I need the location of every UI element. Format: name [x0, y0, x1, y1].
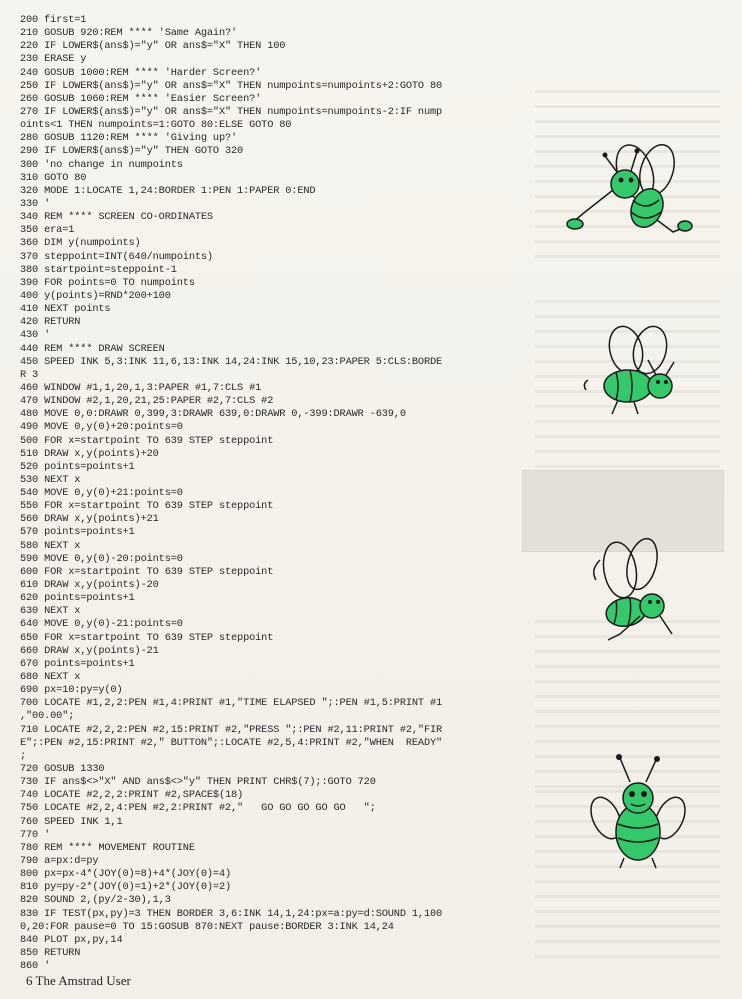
page-footer — [26, 973, 131, 989]
code-line: 290 IF LOWER$(ans$)="y" THEN GOTO 320 — [20, 145, 244, 158]
code-line: 250 IF LOWER$(ans$)="y" OR ans$="X" THEN numpoints=numpoints+2:GOTO 80 — [20, 79, 443, 92]
code-line: 590 MOVE 0,y(0)-20:points=0 — [20, 552, 183, 565]
code-line: R 3 — [20, 368, 39, 381]
code-line: 830 IF TEST(px,py)=3 THEN BORDER 3,6:INK 14,1,24:px=a:py=d:SOUND 1,100 — [20, 907, 443, 920]
code-line: 350 era=1 — [20, 224, 75, 237]
code-line: 550 FOR x=startpoint TO 639 STEP steppoint — [20, 500, 274, 513]
code-line: 230 ERASE y — [20, 53, 87, 66]
code-line: ; — [20, 749, 27, 762]
code-line: 260 GOSUB 1060:REM **** 'Easier Screen?' — [20, 92, 262, 105]
code-line: 650 FOR x=startpoint TO 639 STEP steppoint — [20, 631, 274, 644]
code-line: 710 LOCATE #2,2,2:PEN #2,15:PRINT #2,"PRESS ";:PEN #2,11:PRINT #2,"FIR — [20, 723, 443, 736]
page-number: 6 — [26, 973, 33, 988]
code-line: 810 py=py-2*(JOY(0)=1)+2*(JOY(0)=2) — [20, 881, 232, 894]
bee-icon — [565, 142, 695, 242]
code-line: 620 points=points+1 — [20, 592, 135, 605]
code-line: 370 steppoint=INT(640/numpoints) — [20, 250, 213, 263]
code-line: 630 NEXT x — [20, 605, 81, 618]
code-line: 490 MOVE 0,y(0)+20:points=0 — [20, 421, 183, 434]
code-line: 320 MODE 1:LOCATE 1,24:BORDER 1:PEN 1:PAPER 0:END — [20, 184, 316, 197]
bee-icon — [580, 530, 690, 650]
code-line: 420 RETURN — [20, 316, 81, 329]
code-line: 430 ' — [20, 329, 51, 342]
code-line: 790 a=px:d=py — [20, 855, 99, 867]
code-line: 220 IF LOWER$(ans$)="y" OR ans$="X" THEN 100 — [20, 40, 286, 53]
code-line: 340 REM **** SCREEN CO-ORDINATES — [20, 211, 213, 224]
code-line: 680 NEXT x — [20, 671, 81, 684]
code-line: 610 DRAW x,y(points)-20 — [20, 579, 159, 592]
code-line: 660 DRAW x,y(points)-21 — [20, 644, 159, 657]
code-line: 280 GOSUB 1120:REM **** 'Giving up?' — [20, 132, 238, 145]
code-line: 760 SPEED INK 1,1 — [20, 815, 123, 828]
code-line: 670 points=points+1 — [20, 657, 135, 670]
code-line: 800 px=px-4*(JOY(0)=8)+4*(JOY(0)=4) — [20, 868, 232, 881]
code-line: 510 DRAW x,y(points)+20 — [20, 447, 159, 460]
code-line: 840 PLOT px,py,14 — [20, 933, 123, 946]
code-line: 200 first=1 — [20, 14, 87, 26]
code-line: 520 points=points+1 — [20, 460, 135, 473]
bee-icon — [568, 320, 688, 420]
code-line: 860 ' — [20, 960, 51, 973]
bee-icon — [584, 752, 694, 872]
code-line: 600 FOR x=startpoint TO 639 STEP steppoint — [20, 565, 274, 578]
magazine-name: The Amstrad User — [35, 973, 131, 988]
basic-code-listing — [20, 14, 560, 973]
code-line: 300 'no change in numpoints — [20, 158, 183, 171]
code-line: 360 DIM y(numpoints) — [20, 237, 141, 250]
code-line: 740 LOCATE #2,2,2:PRINT #2,SPACE$(18) — [20, 789, 244, 802]
code-line: 570 points=points+1 — [20, 526, 135, 539]
code-line: 700 LOCATE #1,2,2:PEN #1,4:PRINT #1,"TIME ELAPSED ";:PEN #1,5:PRINT #1 — [20, 697, 443, 710]
code-line: 820 SOUND 2,(py/2-30),1,3 — [20, 894, 171, 907]
code-line: 470 WINDOW #2,1,20,21,25:PAPER #2,7:CLS #2 — [20, 395, 274, 408]
code-line: 390 FOR points=0 TO numpoints — [20, 276, 195, 289]
code-line: 580 NEXT x — [20, 539, 81, 552]
code-line: 440 REM **** DRAW SCREEN — [20, 342, 165, 355]
code-line: 410 NEXT points — [20, 303, 111, 316]
code-line: 640 MOVE 0,y(0)-21:points=0 — [20, 618, 183, 631]
code-line: 480 MOVE 0,0:DRAWR 0,399,3:DRAWR 639,0:DRAWR 0,-399:DRAWR -639,0 — [20, 408, 406, 421]
code-line: 780 REM **** MOVEMENT ROUTINE — [20, 841, 195, 854]
code-line: 0,20:FOR pause=0 TO 15:GOSUB 870:NEXT pause:BORDER 3:INK 14,24 — [20, 920, 394, 933]
code-line: 400 y(points)=RND*200+100 — [20, 289, 171, 302]
code-line: 720 GOSUB 1330 — [20, 763, 105, 776]
code-line: 730 IF ans$<>"X" AND ans$<>"y" THEN PRINT CHR$(7);:GOTO 720 — [20, 776, 376, 789]
code-line: oints<1 THEN numpoints=1:GOTO 80:ELSE GOTO 80 — [20, 119, 292, 132]
code-line: 540 MOVE 0,y(0)+21:points=0 — [20, 487, 183, 500]
code-line: 560 DRAW x,y(points)+21 — [20, 513, 159, 526]
code-line: E";:PEN #2,15:PRINT #2," BUTTON";:LOCATE #2,5,4:PRINT #2,"WHEN READY" — [20, 736, 443, 749]
code-line: 450 SPEED INK 5,3:INK 11,6,13:INK 14,24:INK 15,10,23:PAPER 5:CLS:BORDE — [20, 355, 443, 368]
code-line: 310 GOTO 80 — [20, 171, 87, 184]
code-line: 240 GOSUB 1000:REM **** 'Harder Screen?' — [20, 66, 262, 79]
code-line: 380 startpoint=steppoint-1 — [20, 263, 177, 276]
code-line: 330 ' — [20, 197, 51, 210]
code-line: 750 LOCATE #2,2,4:PEN #2,2:PRINT #2," GO GO GO GO GO "; — [20, 802, 376, 815]
code-line: 270 IF LOWER$(ans$)="y" OR ans$="X" THEN numpoints=numpoints-2:IF nump — [20, 105, 443, 118]
code-line: 690 px=10:py=y(0) — [20, 684, 123, 697]
code-line: 500 FOR x=startpoint TO 639 STEP steppoint — [20, 434, 274, 447]
code-line: 770 ' — [20, 828, 51, 841]
code-line: 460 WINDOW #1,1,20,1,3:PAPER #1,7:CLS #1 — [20, 381, 262, 394]
code-line: 530 NEXT x — [20, 473, 81, 486]
code-line: 850 RETURN — [20, 946, 81, 959]
code-line: 210 GOSUB 920:REM **** 'Same Again?' — [20, 27, 238, 40]
code-line: ,"00.00"; — [20, 710, 75, 723]
